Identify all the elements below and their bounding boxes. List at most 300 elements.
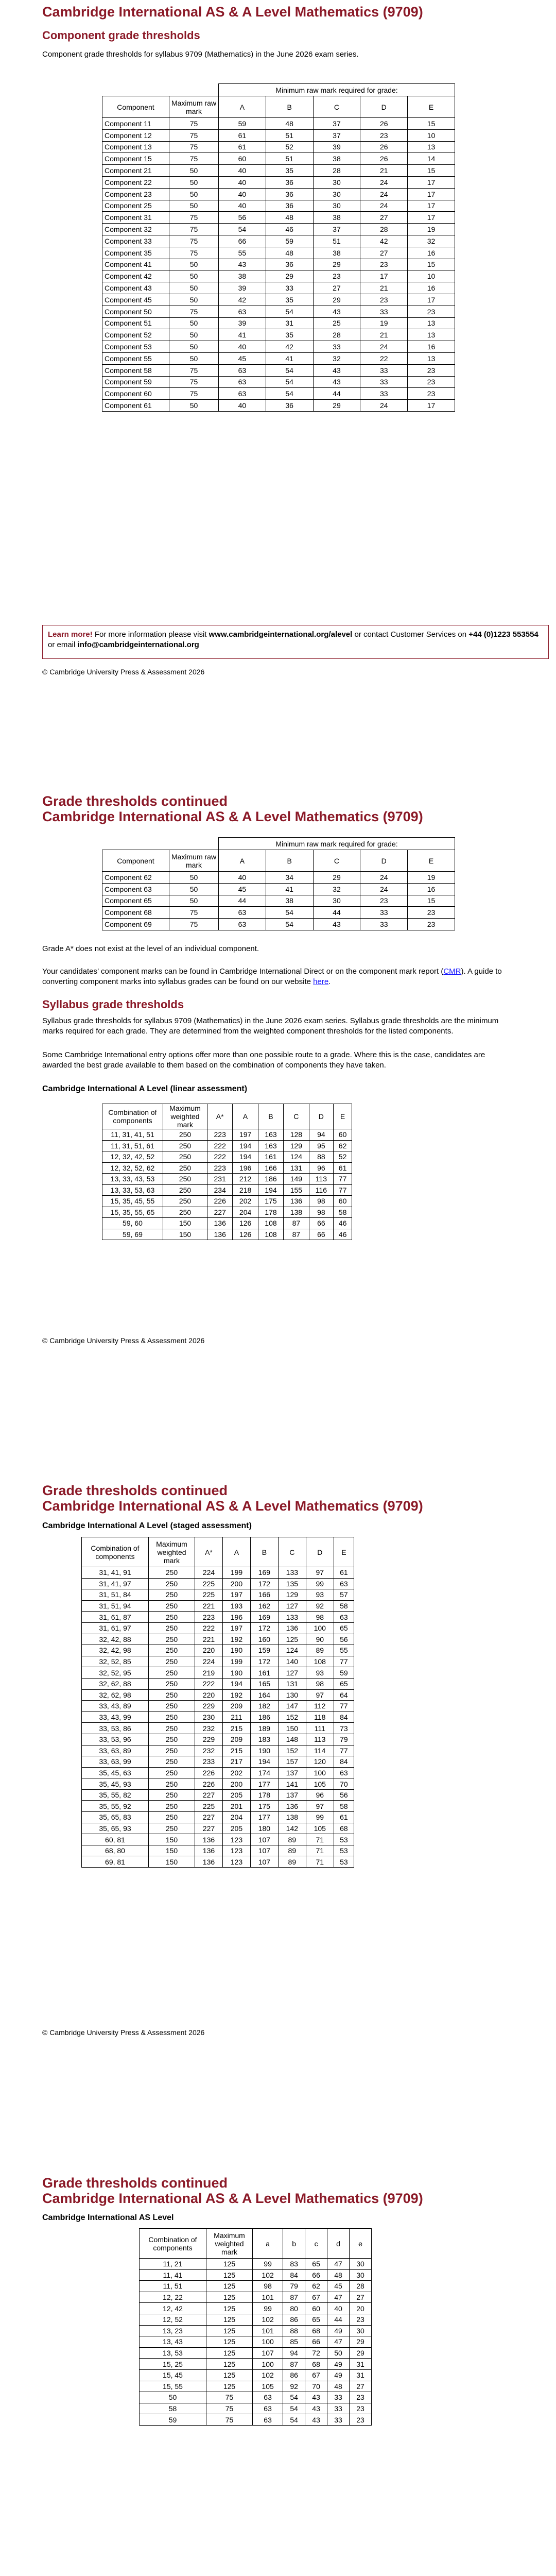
component-marks-note (42, 967, 516, 987)
table-cell: 31, 51, 84 (82, 1589, 149, 1601)
table-cell: 250 (163, 1196, 207, 1207)
table-cell: 140 (278, 1656, 306, 1667)
table-cell: 21 (360, 329, 408, 341)
table-cell: 63 (334, 1612, 354, 1623)
table-cell: 136 (195, 1845, 223, 1856)
table-cell: 66 (305, 2269, 327, 2281)
table-cell: 190 (222, 1667, 250, 1679)
table-cell: 52 (334, 1151, 352, 1163)
table-cell: 33 (327, 2392, 350, 2403)
table-cell: 89 (278, 1856, 306, 1868)
table-cell: 31 (266, 317, 313, 329)
table-row (102, 247, 455, 259)
guide-here-link[interactable]: here (313, 977, 329, 986)
table-cell: 250 (149, 1578, 195, 1589)
table-cell: 32, 62, 98 (82, 1689, 149, 1701)
table-cell: 124 (284, 1151, 309, 1163)
table-cell: 107 (250, 1845, 278, 1856)
table-cell: 13, 33, 53, 63 (102, 1184, 163, 1196)
table-cell: 111 (306, 1723, 334, 1734)
table-cell: 96 (309, 1162, 334, 1174)
table-cell: 136 (195, 1856, 223, 1868)
table-cell: 75 (206, 2414, 253, 2426)
table-cell: 61 (334, 1812, 354, 1823)
table-row (102, 907, 455, 919)
table-cell: 88 (309, 1151, 334, 1163)
table-row (82, 1856, 354, 1868)
table-cell: 194 (233, 1151, 258, 1163)
column-header: B (266, 850, 313, 872)
table-cell: 108 (258, 1218, 283, 1229)
table-cell: 68, 80 (82, 1845, 149, 1856)
table-cell: 75 (169, 141, 219, 153)
table-cell: 84 (334, 1711, 354, 1723)
table-cell: 54 (266, 388, 313, 400)
table-cell: 101 (253, 2292, 283, 2303)
table-cell: 222 (207, 1151, 233, 1163)
table-cell: 152 (278, 1711, 306, 1723)
table-cell: 220 (195, 1645, 223, 1656)
table-cell: 123 (222, 1856, 250, 1868)
table-cell: 54 (266, 364, 313, 376)
table-row (102, 1184, 352, 1196)
table-cell: 59, 69 (102, 1229, 163, 1240)
table-cell: 36 (266, 176, 313, 188)
table-cell: 30 (313, 176, 360, 188)
table-cell: 150 (149, 1856, 195, 1868)
table-cell: 24 (360, 400, 408, 412)
table-cell: 225 (195, 1801, 223, 1812)
staged-assessment-table (81, 1537, 354, 1868)
table-cell: 23 (360, 895, 408, 907)
table-cell: 59 (140, 2414, 206, 2426)
table-cell: 54 (266, 907, 313, 919)
table-cell: 92 (283, 2381, 305, 2392)
table-row (82, 1767, 354, 1778)
table-cell: 89 (278, 1834, 306, 1845)
table-cell: 101 (253, 2325, 283, 2336)
table-cell: 31, 41, 97 (82, 1578, 149, 1589)
table-cell: 49 (327, 2325, 350, 2336)
column-header: D (309, 1104, 334, 1129)
table-cell: 59 (266, 235, 313, 247)
column-header: E (334, 1537, 354, 1567)
table-cell: 33, 53, 86 (82, 1723, 149, 1734)
column-header: A (233, 1104, 258, 1129)
table-row (102, 200, 455, 212)
table-row (140, 2403, 372, 2414)
table-row (82, 1678, 354, 1689)
table-cell: 24 (360, 200, 408, 212)
table-cell: 26 (360, 153, 408, 165)
table-row (102, 895, 455, 907)
table-cell: 40 (219, 341, 266, 353)
table-cell: 186 (250, 1711, 278, 1723)
page-title: Grade thresholds continued (42, 793, 228, 809)
table-cell: 23 (350, 2314, 372, 2325)
table-cell: 63 (334, 1578, 354, 1589)
table-cell: 50 (169, 270, 219, 282)
column-header: A (219, 96, 266, 118)
table-cell: 11, 41 (140, 2269, 206, 2281)
table-cell: 15, 45 (140, 2369, 206, 2381)
table-cell: 15 (408, 895, 455, 907)
table-cell: 56 (334, 1789, 354, 1801)
table-cell: 199 (222, 1656, 250, 1667)
table-cell: 163 (258, 1129, 283, 1141)
table-cell: 183 (250, 1734, 278, 1745)
table-cell: 13, 43 (140, 2336, 206, 2348)
table-cell: 75 (169, 388, 219, 400)
table-cell: 17 (408, 188, 455, 200)
table-cell: 71 (306, 1845, 334, 1856)
table-row (102, 1229, 352, 1240)
table-cell: 61 (334, 1567, 354, 1579)
table-row (102, 141, 455, 153)
table-cell: 66 (309, 1229, 334, 1240)
table-cell: 42 (219, 294, 266, 306)
table-cell: 35, 65, 93 (82, 1823, 149, 1834)
table-cell: 70 (334, 1778, 354, 1790)
cmr-link[interactable]: CMR (443, 967, 461, 976)
page-3 (0, 1375, 556, 2062)
table-cell: 138 (284, 1207, 309, 1218)
table-cell: 35 (266, 294, 313, 306)
table-row (82, 1667, 354, 1679)
contact-box (42, 625, 549, 659)
table-cell: 172 (250, 1578, 278, 1589)
table-cell: 190 (250, 1745, 278, 1756)
syllabus-thresholds-title: Syllabus grade thresholds (42, 998, 184, 1011)
table-cell: 50 (169, 188, 219, 200)
table-cell: 39 (313, 141, 360, 153)
table-cell: 218 (233, 1184, 258, 1196)
table-cell: 133 (278, 1567, 306, 1579)
table-cell: 123 (222, 1834, 250, 1845)
table-cell: 37 (313, 224, 360, 235)
table-cell: 129 (284, 1140, 309, 1151)
table-cell: 98 (309, 1207, 334, 1218)
table-cell: 127 (278, 1600, 306, 1612)
table-cell: 226 (195, 1778, 223, 1790)
table-cell: 65 (334, 1622, 354, 1634)
table-cell: 225 (195, 1589, 223, 1601)
table-row (82, 1812, 354, 1823)
table-cell: 44 (313, 388, 360, 400)
table-cell: 65 (305, 2259, 327, 2270)
table-cell: 199 (222, 1567, 250, 1579)
table-cell: Component 50 (102, 306, 169, 317)
table-cell: Component 15 (102, 153, 169, 165)
table-cell: 125 (206, 2269, 253, 2281)
table-cell: 50 (169, 317, 219, 329)
table-cell: 40 (219, 200, 266, 212)
table-row (82, 1622, 354, 1634)
table-cell: 66 (219, 235, 266, 247)
table-cell: 54 (266, 919, 313, 930)
table-cell: 161 (258, 1151, 283, 1163)
table-cell: 250 (149, 1767, 195, 1778)
table-cell: 46 (266, 224, 313, 235)
table-cell: 33, 63, 89 (82, 1745, 149, 1756)
column-header: Maximum raw mark (169, 850, 219, 872)
table-cell: 87 (283, 2292, 305, 2303)
table-cell: 12, 32, 42, 52 (102, 1151, 163, 1163)
column-header: d (327, 2229, 350, 2259)
page-2 (0, 687, 556, 1375)
table-cell: 136 (278, 1801, 306, 1812)
table-cell: 126 (233, 1229, 258, 1240)
table-row (140, 2369, 372, 2381)
table-cell: 197 (233, 1129, 258, 1141)
table-cell: 148 (278, 1734, 306, 1745)
table-cell: 58 (334, 1801, 354, 1812)
table-cell: 23 (350, 2414, 372, 2426)
table-cell: 250 (149, 1789, 195, 1801)
page-title: Grade thresholds continued (42, 1483, 228, 1498)
table-cell: 35 (266, 165, 313, 177)
column-header: E (408, 96, 455, 118)
table-cell: 166 (250, 1589, 278, 1601)
table-cell: 225 (195, 1578, 223, 1589)
table-cell: 231 (207, 1174, 233, 1185)
table-cell: 27 (313, 282, 360, 294)
table-row (102, 153, 455, 165)
table-cell: 68 (334, 1823, 354, 1834)
table-cell: 29 (266, 270, 313, 282)
table-cell: 21 (360, 282, 408, 294)
table-cell: 71 (306, 1834, 334, 1845)
table-cell: 24 (360, 176, 408, 188)
table-cell: 16 (408, 341, 455, 353)
table-cell: 100 (306, 1622, 334, 1634)
table-cell: 86 (283, 2314, 305, 2325)
table-cell: 37 (313, 129, 360, 141)
table-row (82, 1734, 354, 1745)
table-row (82, 1711, 354, 1723)
table-cell: 136 (195, 1834, 223, 1845)
table-cell: 13 (408, 329, 455, 341)
table-cell: 33 (360, 907, 408, 919)
table-cell: 221 (195, 1600, 223, 1612)
table-cell: 33, 63, 99 (82, 1756, 149, 1768)
table-cell: 77 (334, 1701, 354, 1712)
table-cell: 250 (149, 1612, 195, 1623)
table-cell: 205 (222, 1789, 250, 1801)
table-cell: 205 (222, 1823, 250, 1834)
table-cell: 29 (313, 259, 360, 270)
table-cell: 35, 65, 83 (82, 1812, 149, 1823)
table-cell: 15, 25 (140, 2359, 206, 2370)
table-cell: 60 (334, 1129, 352, 1141)
column-header: Component (102, 850, 169, 872)
table-cell: 250 (149, 1645, 195, 1656)
table-row (102, 188, 455, 200)
table-cell: 150 (163, 1218, 207, 1229)
table-cell: 13 (408, 317, 455, 329)
table-cell: 230 (195, 1711, 223, 1723)
table-cell: 136 (207, 1218, 233, 1229)
table-cell: 177 (250, 1812, 278, 1823)
table-cell: 89 (306, 1645, 334, 1656)
table-cell: 56 (219, 212, 266, 224)
table-cell: 250 (149, 1589, 195, 1601)
website-link[interactable]: www.cambridgeinternational.org/alevel (208, 630, 353, 639)
group-header: Minimum raw mark required for grade: (219, 84, 455, 96)
as-level-table (139, 2228, 372, 2426)
table-cell: 197 (222, 1622, 250, 1634)
table-row (102, 388, 455, 400)
table-row (140, 2359, 372, 2370)
table-cell: 40 (219, 400, 266, 412)
table-cell: 125 (206, 2381, 253, 2392)
table-cell: 75 (169, 376, 219, 388)
phone-number: +44 (0)1223 553554 (468, 630, 538, 639)
table-cell: 29 (350, 2336, 372, 2348)
table-cell: 150 (163, 1229, 207, 1240)
table-cell: 23 (350, 2403, 372, 2414)
table-cell: 21 (360, 165, 408, 177)
table-cell: Component 62 (102, 872, 169, 884)
table-cell: 194 (258, 1184, 283, 1196)
table-cell: 79 (334, 1734, 354, 1745)
table-cell: 162 (250, 1600, 278, 1612)
column-header: E (334, 1104, 352, 1129)
table-cell: 33 (266, 282, 313, 294)
table-row (82, 1845, 354, 1856)
table-cell: 11, 21 (140, 2259, 206, 2270)
table-cell: 95 (309, 1140, 334, 1151)
table-cell: 50 (169, 895, 219, 907)
table-cell: 102 (253, 2369, 283, 2381)
table-cell: 17 (408, 294, 455, 306)
table-cell: Component 65 (102, 895, 169, 907)
table-cell: Component 31 (102, 212, 169, 224)
table-cell: 54 (219, 224, 266, 235)
table-cell: 89 (278, 1845, 306, 1856)
table-cell: 250 (149, 1734, 195, 1745)
table-row (140, 2381, 372, 2392)
table-cell: 86 (283, 2369, 305, 2381)
table-cell: Component 45 (102, 294, 169, 306)
table-cell: 98 (253, 2281, 283, 2292)
table-cell: 229 (195, 1701, 223, 1712)
table-cell: 75 (169, 364, 219, 376)
table-cell: 84 (283, 2269, 305, 2281)
table-cell: 150 (149, 1834, 195, 1845)
table-cell: 61 (334, 1162, 352, 1174)
contact-text-1: For more information please visit (92, 630, 209, 639)
table-cell: 63 (219, 907, 266, 919)
table-cell: 202 (222, 1767, 250, 1778)
table-cell: 100 (253, 2359, 283, 2370)
table-cell: 75 (169, 129, 219, 141)
table-cell: 50 (169, 341, 219, 353)
column-header: Component (102, 96, 169, 118)
column-header: B (258, 1104, 283, 1129)
table-cell: 13 (408, 141, 455, 153)
table-cell: 52 (266, 141, 313, 153)
table-cell: 113 (306, 1734, 334, 1745)
table-cell: 94 (309, 1129, 334, 1141)
table-row (102, 1129, 352, 1141)
table-cell: 40 (219, 165, 266, 177)
learn-more-label: Learn more! (48, 630, 93, 639)
email-link[interactable]: info@cambridgeinternational.org (77, 640, 199, 649)
table-cell: 41 (219, 329, 266, 341)
table-cell: 190 (222, 1645, 250, 1656)
table-cell: 17 (408, 176, 455, 188)
table-cell: 59, 60 (102, 1218, 163, 1229)
table-cell: 35, 45, 93 (82, 1778, 149, 1790)
table-cell: 212 (233, 1174, 258, 1185)
table-cell: 50 (140, 2392, 206, 2403)
table-cell: 131 (278, 1678, 306, 1689)
table-cell: 50 (169, 165, 219, 177)
table-cell: 12, 32, 52, 62 (102, 1162, 163, 1174)
table-cell: 250 (163, 1174, 207, 1185)
table-cell: Component 60 (102, 388, 169, 400)
table-cell: 224 (195, 1656, 223, 1667)
table-cell: 98 (306, 1678, 334, 1689)
table-cell: 80 (283, 2303, 305, 2314)
column-header: C (284, 1104, 309, 1129)
column-header: Maximum weighted mark (206, 2229, 253, 2259)
table-cell: 75 (169, 118, 219, 130)
table-cell: 232 (195, 1745, 223, 1756)
table-cell: 17 (408, 400, 455, 412)
table-cell: 125 (206, 2281, 253, 2292)
syllabus-paragraph-2: Some Cambridge International entry options offer more than one possible route to a grade. Where this is the case, candidates are awarded the best grade available to them based on the combination of components they have taken. (42, 1050, 485, 1070)
table-cell: 11, 31, 51, 61 (102, 1140, 163, 1151)
table-row (140, 2269, 372, 2281)
table-cell: 64 (334, 1689, 354, 1701)
table-cell: 50 (169, 294, 219, 306)
table-cell: 99 (306, 1578, 334, 1589)
table-cell: 16 (408, 282, 455, 294)
cmr-text-1: Your candidates’ component marks can be found in Cambridge International Direct or on the component mark report ( (42, 967, 444, 976)
table-cell: 75 (206, 2403, 253, 2414)
table-cell: 99 (253, 2303, 283, 2314)
table-cell: 67 (305, 2369, 327, 2381)
table-cell: 137 (278, 1789, 306, 1801)
linear-assessment-heading: Cambridge International A Level (linear assessment) (42, 1084, 248, 1093)
table-cell: 33 (360, 388, 408, 400)
table-cell: 75 (169, 907, 219, 919)
table-row (102, 1140, 352, 1151)
table-cell: 150 (149, 1845, 195, 1856)
table-row (102, 259, 455, 270)
table-row (102, 270, 455, 282)
document-title: Cambridge International AS & A Level Mathematics (9709) (42, 4, 423, 20)
table-row (82, 1789, 354, 1801)
table-cell: 194 (222, 1678, 250, 1689)
table-cell: 27 (350, 2292, 372, 2303)
table-row (140, 2303, 372, 2314)
section-title-component-thresholds: Component grade thresholds (42, 29, 200, 42)
table-cell: 43 (305, 2392, 327, 2403)
column-header: B (266, 96, 313, 118)
page-subtitle: Cambridge International AS & A Level Mathematics (9709) (42, 2191, 423, 2206)
table-row (102, 306, 455, 317)
table-cell: 222 (195, 1622, 223, 1634)
table-cell: 23 (408, 919, 455, 930)
table-row (140, 2347, 372, 2359)
table-cell: 62 (334, 1140, 352, 1151)
table-cell: 47 (327, 2336, 350, 2348)
column-header: A (219, 850, 266, 872)
table-cell: 125 (206, 2292, 253, 2303)
